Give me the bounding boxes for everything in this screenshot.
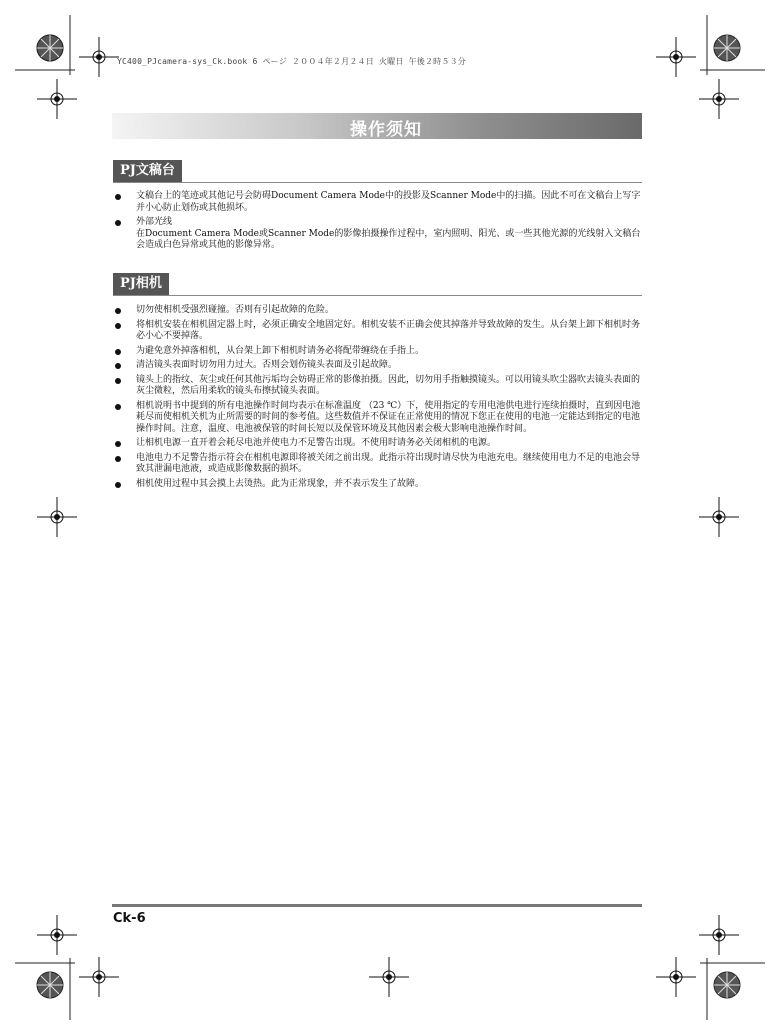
note-text: 将相机安装在相机固定器上时，必须正确安全地固定好。相机安装不正确会使其掉落并导致故障的发生。从台架上卸下相机时务必小心不要掉落。 bbox=[136, 319, 641, 341]
note-heading: 外部光线 bbox=[136, 217, 173, 227]
list-item bbox=[112, 401, 642, 436]
note-text: 在Document Camera Mode或Scanner Mode的影像拍摄操作过程中，室内照明、阳光、或一些其他光源的光线射入文稿台会造成白色异常或其他的影像异常。 bbox=[136, 228, 641, 250]
registration-rosette-icon bbox=[37, 35, 63, 61]
list-item bbox=[112, 479, 642, 491]
note-text: 电池电力不足警告指示符会在相机电源即将被关闭之前出现。此指示符出现时请尽快为电池充电。继续使用电力不足的电池会导致其泄漏电池液，或造成影像数据的损坏。 bbox=[136, 452, 641, 474]
note-text: 让相机电源一直开着会耗尽电池并使电力不足警告出现。不使用时请务必关闭相机的电源。 bbox=[136, 438, 497, 448]
list-item bbox=[112, 217, 642, 252]
file-info-header: YC400_PJcamera-sys_Ck.book 6 ページ ２００４年２月２４日 火曜日 午後２時５３分 bbox=[117, 57, 466, 66]
list-item bbox=[112, 191, 642, 214]
note-text: 为避免意外掉落相机，从台架上卸下相机时请务必将配带缠绕在手指上。 bbox=[136, 345, 425, 356]
document-stand-notes bbox=[112, 191, 642, 255]
list-item bbox=[112, 438, 642, 450]
note-text: 镜头上的指纹、灰尘或任何其他污垢均会妨碍正常的影像拍摄。因此，切勿用手指触摸镜头。可以用镜头吹尘器吹去镜头表面的灰尘微粒，然后用柔软的镜头布擦拭镜头表面。 bbox=[136, 374, 641, 396]
note-text: 切勿使相机受强烈碰撞。否则有引起故障的危险。 bbox=[136, 305, 335, 315]
section-divider bbox=[113, 182, 642, 183]
crosshair-target-icon bbox=[699, 915, 739, 955]
list-item bbox=[112, 360, 642, 372]
crosshair-target-icon bbox=[37, 497, 77, 537]
note-text: 相机使用过程中其会摸上去烫热。此为正常现象，并不表示发生了故障。 bbox=[136, 478, 425, 489]
crosshair-target-icon bbox=[79, 957, 119, 997]
section-heading-camera: PJ相机 bbox=[113, 273, 169, 295]
section-divider bbox=[113, 295, 642, 296]
note-text: 相机说明书中提到的所有电池操作时间均表示在标准温度 （23 ℃）下，使用指定的专用电池供电进行连续拍摄时，直到因电池耗尽而使相机关机为止所需要的时间的参考值。这些数值并不保证在正常使用的情况下您正在使用的电池一定能达到指定的电池操作时间。注意，温度、电池被保管的时间长短以及保管环境及其他因素会极大影响电池操作时间。 bbox=[136, 400, 641, 434]
registration-rosette-icon bbox=[714, 35, 740, 61]
crosshair-target-icon bbox=[37, 915, 77, 955]
crosshair-target-icon bbox=[656, 957, 696, 997]
title-bar bbox=[112, 113, 642, 139]
camera-notes bbox=[112, 305, 642, 493]
crosshair-target-icon bbox=[656, 37, 696, 77]
page-title: 操作须知 bbox=[350, 120, 422, 140]
crosshair-target-icon bbox=[699, 497, 739, 537]
list-item bbox=[112, 375, 642, 398]
crosshair-target-icon bbox=[79, 37, 119, 77]
note-text: 文稿台上的笔迹或其他记号会防碍Document Camera Mode中的投影及Scanner Mode中的扫描。因此不可在文稿台上写字并小心防止划伤或其他损坏。 bbox=[136, 191, 641, 213]
registration-rosette-icon bbox=[37, 972, 63, 998]
crosshair-target-icon bbox=[37, 79, 77, 119]
registration-rosette-icon bbox=[714, 972, 740, 998]
section-heading-document-stand: PJ文稿台 bbox=[113, 160, 182, 182]
footer-rule bbox=[112, 904, 642, 907]
crosshair-target-icon bbox=[369, 957, 409, 997]
list-item bbox=[112, 305, 642, 317]
list-item bbox=[112, 346, 642, 358]
crosshair-target-icon bbox=[699, 79, 739, 119]
list-item bbox=[112, 320, 642, 343]
note-text: 清洁镜头表面时切勿用力过大。否则会划伤镜头表面及引起故障。 bbox=[136, 360, 398, 370]
list-item bbox=[112, 453, 642, 476]
page-number: Ck-6 bbox=[113, 911, 146, 926]
